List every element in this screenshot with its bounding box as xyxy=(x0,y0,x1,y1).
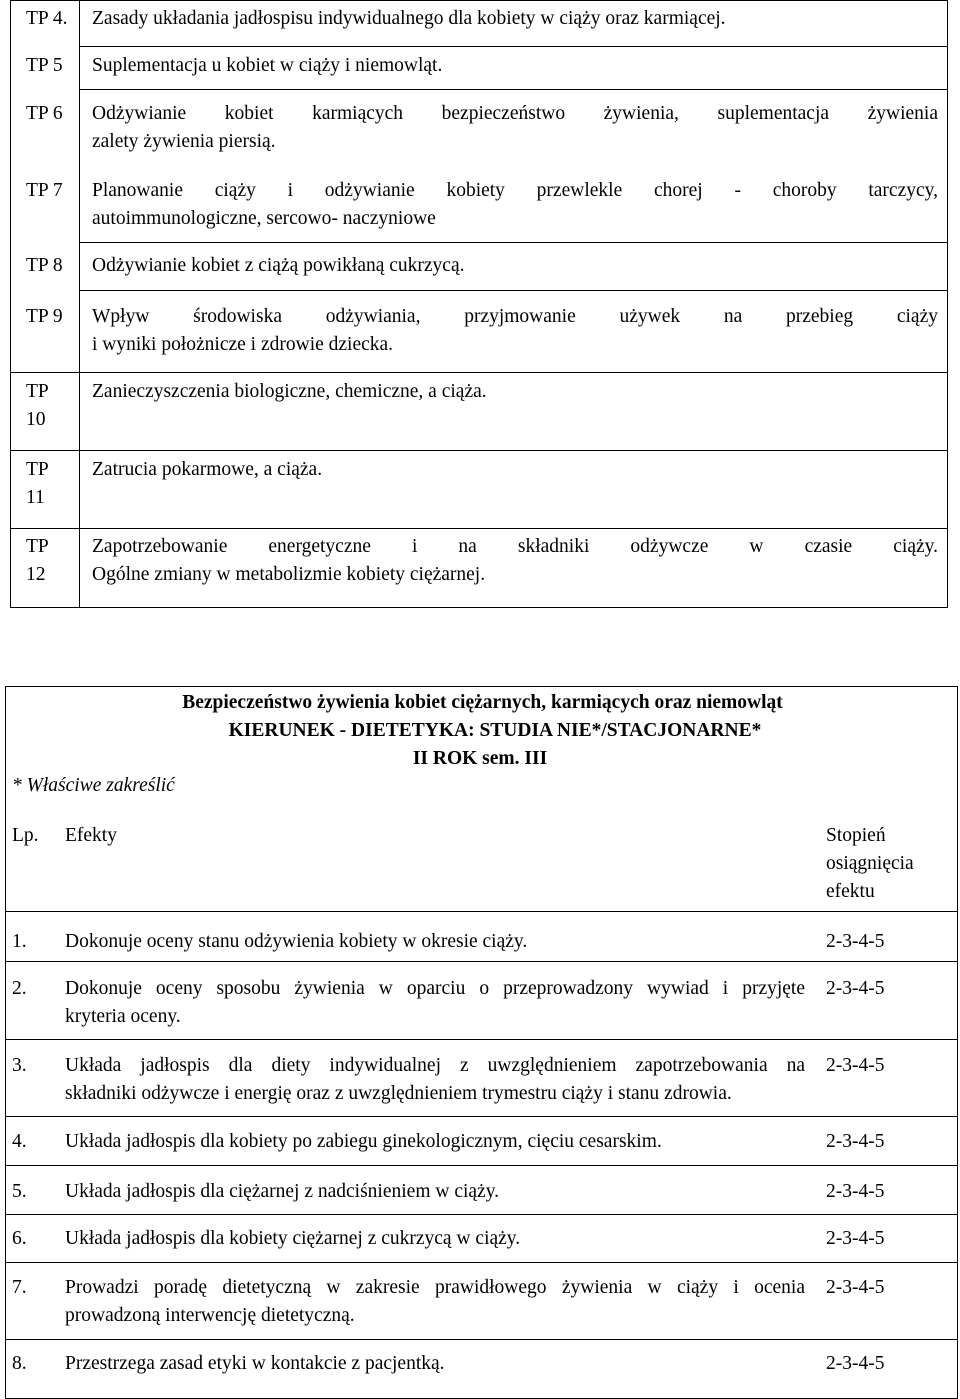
table-border xyxy=(5,1262,958,1263)
table-border xyxy=(79,0,80,608)
topic-text: Odżywianie kobiet z ciążą powikłaną cukrzycą. xyxy=(92,255,465,276)
table-border xyxy=(5,1039,958,1040)
column-header-lp: Lp. xyxy=(12,825,39,846)
row-number: 2. xyxy=(12,978,27,999)
topic-code: TP xyxy=(26,381,49,402)
table-border xyxy=(5,1339,958,1340)
table-border xyxy=(80,46,948,47)
row-number: 4. xyxy=(12,1131,27,1152)
page-title xyxy=(0,689,960,717)
table-border xyxy=(5,686,958,687)
topic-text: Suplementacja u kobiet w ciąży i niemowląt. xyxy=(92,55,443,76)
level-value: 2-3-4-5 xyxy=(826,1131,885,1152)
table-border xyxy=(80,290,948,291)
topic-code: TP 4. xyxy=(26,8,68,29)
topic-text: zalety żywienia piersią. xyxy=(92,131,276,152)
column-header-level: efektu xyxy=(826,881,875,902)
table-border xyxy=(5,1116,958,1117)
row-number: 8. xyxy=(12,1353,27,1374)
effect-text: Prowadzi poradę dietetyczną w zakresie prawidłowego żywienia w ciąży i ocenia xyxy=(65,1277,805,1298)
row-number: 7. xyxy=(12,1277,27,1298)
table-border xyxy=(947,0,948,608)
topic-text: Planowanie ciąży i odżywianie kobiety przewlekle chorej - choroby tarczycy, xyxy=(92,180,938,201)
topic-text: Ogólne zmiany w metabolizmie kobiety ciężarnej. xyxy=(92,564,486,585)
topic-code: 10 xyxy=(26,409,46,430)
page-title-text: Bezpieczeństwo żywienia kobiet ciężarnych, karmiących oraz niemowląt xyxy=(182,692,783,713)
topic-code: TP xyxy=(26,459,49,480)
topic-text: Zanieczyszczenia biologiczne, chemiczne, a ciąża. xyxy=(92,381,487,402)
topic-text: autoimmunologiczne, sercowo- naczyniowe xyxy=(92,208,436,229)
topic-code: TP 8 xyxy=(26,255,63,276)
table-border xyxy=(10,450,948,451)
topic-text: Zatrucia pokarmowe, a ciąża. xyxy=(92,459,323,480)
row-number: 5. xyxy=(12,1181,27,1202)
topic-code: TP 6 xyxy=(26,103,63,124)
table-border xyxy=(957,686,958,1399)
topic-code: TP 7 xyxy=(26,180,63,201)
topic-text: Odżywianie kobiet karmiących bezpieczeństwo żywienia, suplementacja żywienia xyxy=(92,103,938,124)
effect-text: kryteria oceny. xyxy=(65,1006,181,1027)
topic-text: i wyniki położnicze i zdrowie dziecka. xyxy=(92,334,394,355)
effect-text: Układa jadłospis dla diety indywidualnej z uwzględnieniem zapotrzebowania na xyxy=(65,1055,805,1076)
topic-code: TP 5 xyxy=(26,55,63,76)
effect-text: Układa jadłospis dla ciężarnej z nadciśnieniem w ciąży. xyxy=(65,1181,500,1202)
level-value: 2-3-4-5 xyxy=(826,1055,885,1076)
table-border xyxy=(10,372,948,373)
topic-code: TP 9 xyxy=(26,306,63,327)
row-number: 6. xyxy=(12,1228,27,1249)
level-value: 2-3-4-5 xyxy=(826,978,885,999)
column-header-level: osiągnięcia xyxy=(826,853,914,874)
table-border xyxy=(5,961,958,962)
effect-text: Przestrzega zasad etyki w kontakcie z pacjentką. xyxy=(65,1353,445,1374)
table-border xyxy=(5,1165,958,1166)
level-value: 2-3-4-5 xyxy=(826,931,885,952)
table-border xyxy=(10,0,11,608)
note: * Właściwe zakreślić xyxy=(12,775,175,796)
table-border xyxy=(5,1214,958,1215)
effect-text: Dokonuje oceny sposobu żywienia w oparciu o przeprowadzony wywiad i przyjęte xyxy=(65,978,805,999)
year-semester: II ROK sem. III xyxy=(412,748,548,769)
effect-text: Układa jadłospis dla kobiety ciężarnej z cukrzycą w ciąży. xyxy=(65,1228,521,1249)
level-value: 2-3-4-5 xyxy=(826,1228,885,1249)
table-border xyxy=(80,242,948,243)
table-border xyxy=(10,607,948,608)
table-border xyxy=(10,528,948,529)
topic-text: Zasady układania jadłospisu indywidualnego dla kobiety w ciąży oraz karmiącej. xyxy=(92,8,726,29)
topic-code: 11 xyxy=(26,487,45,508)
topic-text: Wpływ środowiska odżywiania, przyjmowanie używek na przebieg ciąży xyxy=(92,306,938,327)
table-border xyxy=(80,89,948,90)
table-border xyxy=(5,686,6,1399)
level-value: 2-3-4-5 xyxy=(826,1353,885,1374)
page-subtitle: KIERUNEK - DIETETYKA: STUDIA NIE*/STACJONARNE* xyxy=(228,720,762,741)
topic-text: Zapotrzebowanie energetyczne i na składniki odżywcze w czasie ciąży. xyxy=(92,536,938,557)
topic-code: TP xyxy=(26,536,49,557)
topic-code: 12 xyxy=(26,564,46,585)
row-number: 1. xyxy=(12,931,27,952)
effect-text: Dokonuje oceny stanu odżywienia kobiety w okresie ciąży. xyxy=(65,931,528,952)
level-value: 2-3-4-5 xyxy=(826,1181,885,1202)
row-number: 3. xyxy=(12,1055,27,1076)
effect-text: prowadzoną interwencję dietetyczną. xyxy=(65,1305,355,1326)
effect-text: Układa jadłospis dla kobiety po zabiegu ginekologicznym, cięciu cesarskim. xyxy=(65,1131,662,1152)
table-border xyxy=(10,0,948,1)
column-header-effects: Efekty xyxy=(65,825,117,846)
effect-text: składniki odżywcze i energię oraz z uwzględnieniem trymestru ciąży i stanu zdrowia. xyxy=(65,1083,732,1104)
table-border xyxy=(5,911,958,912)
level-value: 2-3-4-5 xyxy=(826,1277,885,1298)
column-header-level: Stopień xyxy=(826,825,886,846)
